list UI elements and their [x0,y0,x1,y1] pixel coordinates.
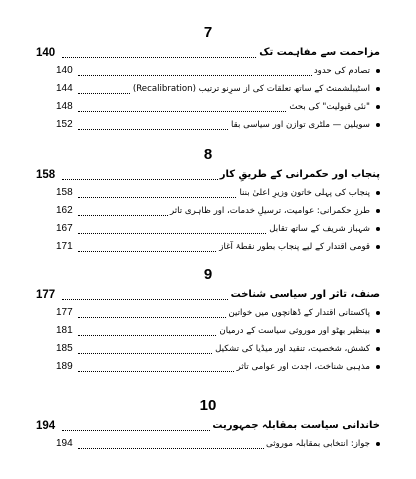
bullet-icon [376,123,380,127]
entry-title: طرزِ حکمرانی: عوامیت، ترسیلِ خدمات، اور ظاہری تاثر [168,202,370,220]
entry-title: پاکستانی اقتدار کے ڈھانچوں میں خواتین [226,304,370,322]
toc-entry[interactable] [36,435,380,453]
entry-page-number: 162 [56,205,73,216]
chapter-page-number: 158 [36,169,56,181]
bullet-icon [376,311,380,315]
entry-page-number: 144 [56,83,73,94]
chapter-title: صنف، تاثر اور سیاسی شناخت [229,286,380,304]
bullet-icon [376,105,380,109]
chapter-number: 8 [203,146,213,163]
bullet-icon [376,227,380,231]
chapter-heading-row[interactable] [36,286,380,304]
entry-title: کشش، شخصیت، تنقید اور میڈیا کی تشکیل [213,340,370,358]
toc-entry[interactable] [36,62,380,80]
entry-page-number: 167 [56,223,73,234]
toc-entry[interactable] [36,322,380,340]
entry-page-number: 140 [56,65,73,76]
entry-title: مذہبی شناخت، اجدت اور عوامی تاثر [235,358,370,376]
entry-title: قومی اقتدار کے لیے پنجاب بطور نقطۂ آغاز [217,238,370,256]
chapter-number: 9 [203,266,213,283]
entry-title: "نئی قبولیت" کی بحث [287,98,370,116]
entry-page-number: 181 [56,325,73,336]
chapter-9-section [36,266,380,376]
entry-page-number: 177 [56,307,73,318]
bullet-icon [376,329,380,333]
entry-title: جواز: انتخابی بمقابلہ موروثی [264,435,370,453]
entry-page-number: 171 [56,241,73,252]
entry-page-number: 194 [56,438,73,449]
toc-entry[interactable] [36,304,380,322]
toc-entry[interactable] [36,202,380,220]
chapter-heading-row[interactable] [36,417,380,435]
toc-entry[interactable] [36,238,380,256]
entry-page-number: 185 [56,343,73,354]
toc-entry[interactable] [36,116,380,134]
toc-entry[interactable] [36,358,380,376]
chapter-title: خاندانی سیاست بمقابلہ جمہوریت [210,417,380,435]
chapter-page-number: 140 [36,47,56,59]
bullet-icon [376,442,380,446]
bullet-icon [376,245,380,249]
toc-entry[interactable] [36,98,380,116]
chapter-page-number: 177 [36,289,56,301]
entry-title: سویلین — ملٹری توازن اور سیاسی بقا [229,116,370,134]
chapter-10-section [36,397,380,453]
chapter-number: 10 [199,397,217,414]
chapter-7-section [36,24,380,134]
bullet-icon [376,191,380,195]
entry-title: اسٹیبلشمنٹ کے ساتھ تعلقات کی از سرِنو ترتیب (Recalibration) [131,80,370,98]
entry-title: تصادم کی حدود [312,62,370,80]
entry-page-number: 152 [56,119,73,130]
entry-page-number: 189 [56,361,73,372]
chapter-8-section [36,146,380,256]
bullet-icon [376,69,380,73]
toc-entry[interactable] [36,220,380,238]
entry-title: پنجاب کی پہلی خاتون وزیرِ اعلیٰ بننا [237,184,370,202]
entry-page-number: 148 [56,101,73,112]
chapter-title: مزاحمت سے مفاہمت تک [257,44,380,62]
bullet-icon [376,347,380,351]
toc-entry[interactable] [36,340,380,358]
chapter-number: 7 [203,24,213,41]
entry-title: بینظیر بھٹو اور موروثی سیاست کے درمیان [217,322,370,340]
chapter-title: پنجاب اور حکمرانی کے طریقِ کار [218,166,380,184]
bullet-icon [376,209,380,213]
entry-page-number: 158 [56,187,73,198]
chapter-heading-row[interactable] [36,166,380,184]
toc-entry[interactable] [36,184,380,202]
bullet-icon [376,87,380,91]
toc-entry[interactable] [36,80,380,98]
chapter-page-number: 194 [36,420,56,432]
bullet-icon [376,365,380,369]
entry-title: شہباز شریف کے ساتھ تقابل [267,220,370,238]
chapter-heading-row[interactable] [36,44,380,62]
